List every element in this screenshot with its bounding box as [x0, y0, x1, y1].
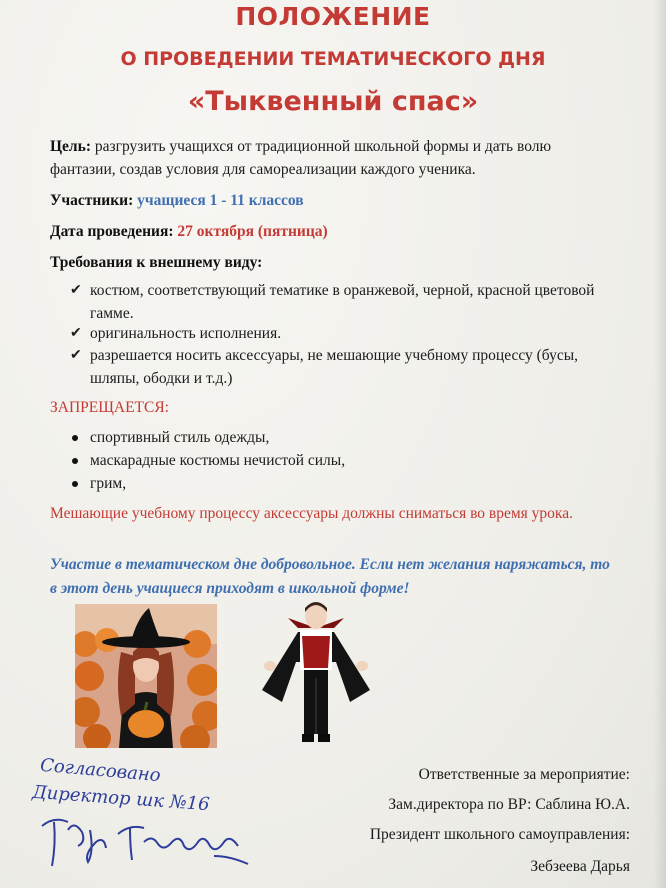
- document-title: ПОЛОЖЕНИЕ: [235, 2, 431, 31]
- checkmark-icon: ✔: [70, 348, 82, 363]
- requirement-item: [70, 279, 610, 325]
- forbidden-item: [72, 472, 126, 495]
- responsible-president-name: Зебзеева Дарья: [530, 858, 630, 875]
- vampire-costume-photo: [248, 598, 384, 758]
- handwritten-signature: [30, 754, 260, 870]
- participants-value: учащиеся 1 - 11 классов: [137, 192, 304, 209]
- accessory-note: Мешающие учебному процессу аксессуары должны сниматься во время урока.: [50, 505, 573, 522]
- forbidden-text: маскарадные костюмы нечистой силы,: [90, 452, 346, 469]
- forbidden-text: спортивный стиль одежды,: [90, 429, 270, 446]
- bullet-dot-icon: [72, 481, 78, 487]
- responsible-president-label: Президент школьного самоуправления:: [369, 826, 630, 843]
- checkmark-icon: ✔: [70, 283, 82, 298]
- checkmark-icon: ✔: [70, 326, 82, 341]
- date-line: [50, 220, 620, 243]
- responsible-heading: Ответственные за мероприятие:: [418, 766, 630, 783]
- forbidden-item: [72, 449, 345, 472]
- responsible-deputy: Зам.директора по ВР: Саблина Ю.А.: [388, 796, 630, 813]
- requirement-text: разрешается носить аксессуары, не мешающие учебному процессу (бусы, шляпы, ободки и т.д.): [90, 347, 579, 387]
- participants-line: [50, 189, 620, 212]
- date-value: 27 октября (пятница): [177, 223, 328, 240]
- goal-paragraph: [50, 135, 620, 181]
- bullet-dot-icon: [72, 458, 78, 464]
- requirement-item: [70, 322, 610, 345]
- witch-costume-photo: [75, 604, 217, 748]
- voluntary-note: Участие в тематическом дне добровольное. Если нет желания наряжаться, то в этот день учащиеся приходят в школьной форме!: [50, 556, 610, 597]
- date-label: Дата проведения:: [50, 223, 174, 240]
- goal-label: Цель:: [50, 138, 91, 155]
- forbidden-heading: ЗАПРЕЩАЕТСЯ:: [50, 399, 169, 416]
- requirements-label: Требования к внешнему виду:: [50, 254, 263, 271]
- bullet-dot-icon: [72, 435, 78, 441]
- signature-scribble: [34, 812, 254, 870]
- document-subtitle: О ПРОВЕДЕНИИ ТЕМАТИЧЕСКОГО ДНЯ: [120, 48, 546, 70]
- page-edge-shadow: [654, 0, 666, 888]
- goal-text: разгрузить учащихся от традиционной школьной формы и дать волю фантазии, создав условия для самореализации каждого ученика.: [50, 138, 552, 178]
- requirement-item: [70, 344, 610, 390]
- signature-line-director: Директор шк №16: [31, 781, 211, 816]
- requirement-text: костюм, соответствующий тематике в оранжевой, черной, красной цветовой гамме.: [90, 282, 595, 322]
- participants-label: Участники:: [50, 192, 134, 209]
- forbidden-text: грим,: [90, 475, 127, 492]
- requirement-text: оригинальность исполнения.: [90, 325, 282, 342]
- requirements-heading: [50, 251, 620, 274]
- event-name: «Тыквенный спас»: [187, 86, 479, 117]
- forbidden-item: [72, 426, 269, 449]
- signature-line-approved: Согласовано: [39, 754, 162, 787]
